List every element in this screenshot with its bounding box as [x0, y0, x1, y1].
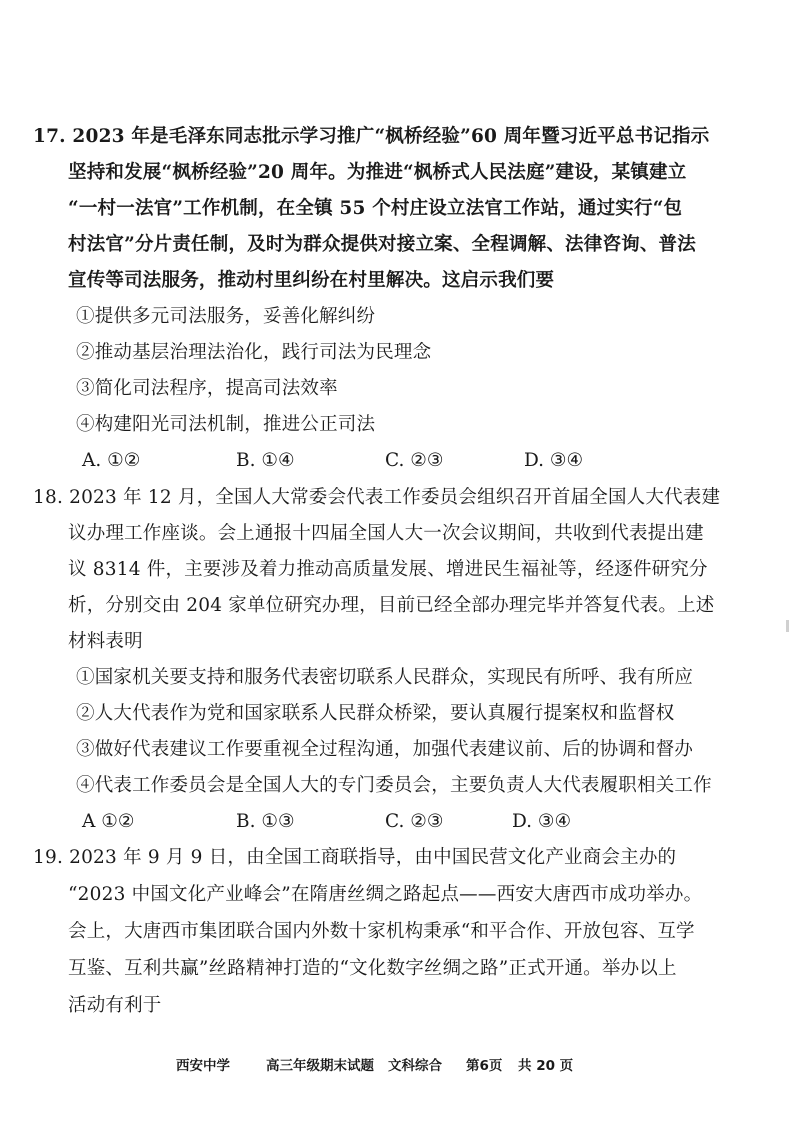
q19-line-1: 19. 2023 年 9 月 9 日，由全国工商联指导，由中国民营文化产业商会主办的	[33, 847, 677, 868]
q17-line-3: “一村一法官”工作机制，在全镇 55 个村庄设立法官工作站，通过实行“包	[68, 198, 683, 219]
q19-line-5: 活动有利于	[68, 995, 162, 1016]
scan-edge-mark	[786, 620, 789, 632]
footer-exam: 高三年级期末试题	[266, 1058, 374, 1074]
q19-line-4: 互鉴、互利共赢”丝路精神打造的“文化数字丝绸之路”正式开通。举办以上	[68, 958, 677, 979]
q18-option-b[interactable]: B. ①③	[236, 811, 295, 832]
footer-school: 西安中学	[176, 1058, 230, 1074]
q17-line-1: 17. 2023 年是毛泽东同志批示学习推广“枫桥经验”60 周年暨习近平总书记指示	[33, 126, 710, 147]
q18-line-5: 材料表明	[68, 631, 143, 652]
q19-line-3: 会上，大唐西市集团联合国内外数十家机构秉承“和平合作、开放包容、互学	[68, 921, 695, 942]
q18-option-c[interactable]: C. ②③	[385, 811, 444, 832]
q18-option-a[interactable]: A ①②	[82, 811, 135, 832]
q18-line-2: 议办理工作座谈。会上通报十四届全国人大一次会议期间，共收到代表提出建	[68, 523, 704, 544]
q18-statement-3: ③做好代表建议工作要重视全过程沟通，加强代表建议前、后的协调和督办	[76, 739, 694, 760]
q17-option-b[interactable]: B. ①④	[236, 450, 295, 471]
q17-option-d[interactable]: D. ③④	[524, 450, 584, 471]
q17-line-2: 坚持和发展“枫桥经验”20 周年。为推进“枫桥式人民法庭”建设，某镇建立	[68, 162, 687, 183]
q17-line-5: 宣传等司法服务，推动村里纠纷在村里解决。这启示我们要	[68, 270, 555, 291]
footer-total: 共 20 页	[518, 1058, 574, 1074]
q18-statement-2: ②人大代表作为党和国家联系人民群众桥梁，要认真履行提案权和监督权	[76, 703, 675, 724]
q17-option-a[interactable]: A. ①②	[82, 450, 141, 471]
footer-subject: 文科综合	[388, 1058, 442, 1074]
q19-line-2: “2023 中国文化产业峰会”在隋唐丝绸之路起点——西安大唐西市成功举办。	[68, 884, 703, 905]
q18-option-d[interactable]: D. ③④	[512, 811, 572, 832]
q17-statement-4: ④构建阳光司法机制，推进公正司法	[76, 414, 376, 435]
q18-line-1: 18. 2023 年 12 月，全国人大常委会代表工作委员会组织召开首届全国人大代表建	[33, 487, 721, 508]
q18-line-3: 议 8314 件，主要涉及着力推动高质量发展、增进民生福祉等，经逐件研究分	[68, 559, 708, 580]
q17-option-c[interactable]: C. ②③	[385, 450, 444, 471]
q17-line-4: 村法官”分片责任制，及时为群众提供对接立案、全程调解、法律咨询、普法	[68, 234, 696, 255]
footer-page: 第6页	[466, 1058, 503, 1074]
q18-line-4: 析，分别交由 204 家单位研究办理，目前已经全部办理完毕并答复代表。上述	[68, 595, 715, 616]
q18-statement-1: ①国家机关要支持和服务代表密切联系人民群众，实现民有所呼、我有所应	[76, 667, 694, 688]
q18-statement-4: ④代表工作委员会是全国人大的专门委员会，主要负责人大代表履职相关工作	[76, 775, 712, 796]
q17-statement-3: ③简化司法程序，提高司法效率	[76, 378, 338, 399]
q17-statement-1: ①提供多元司法服务，妥善化解纠纷	[76, 306, 376, 327]
q17-statement-2: ②推动基层治理法治化，践行司法为民理念	[76, 342, 432, 363]
